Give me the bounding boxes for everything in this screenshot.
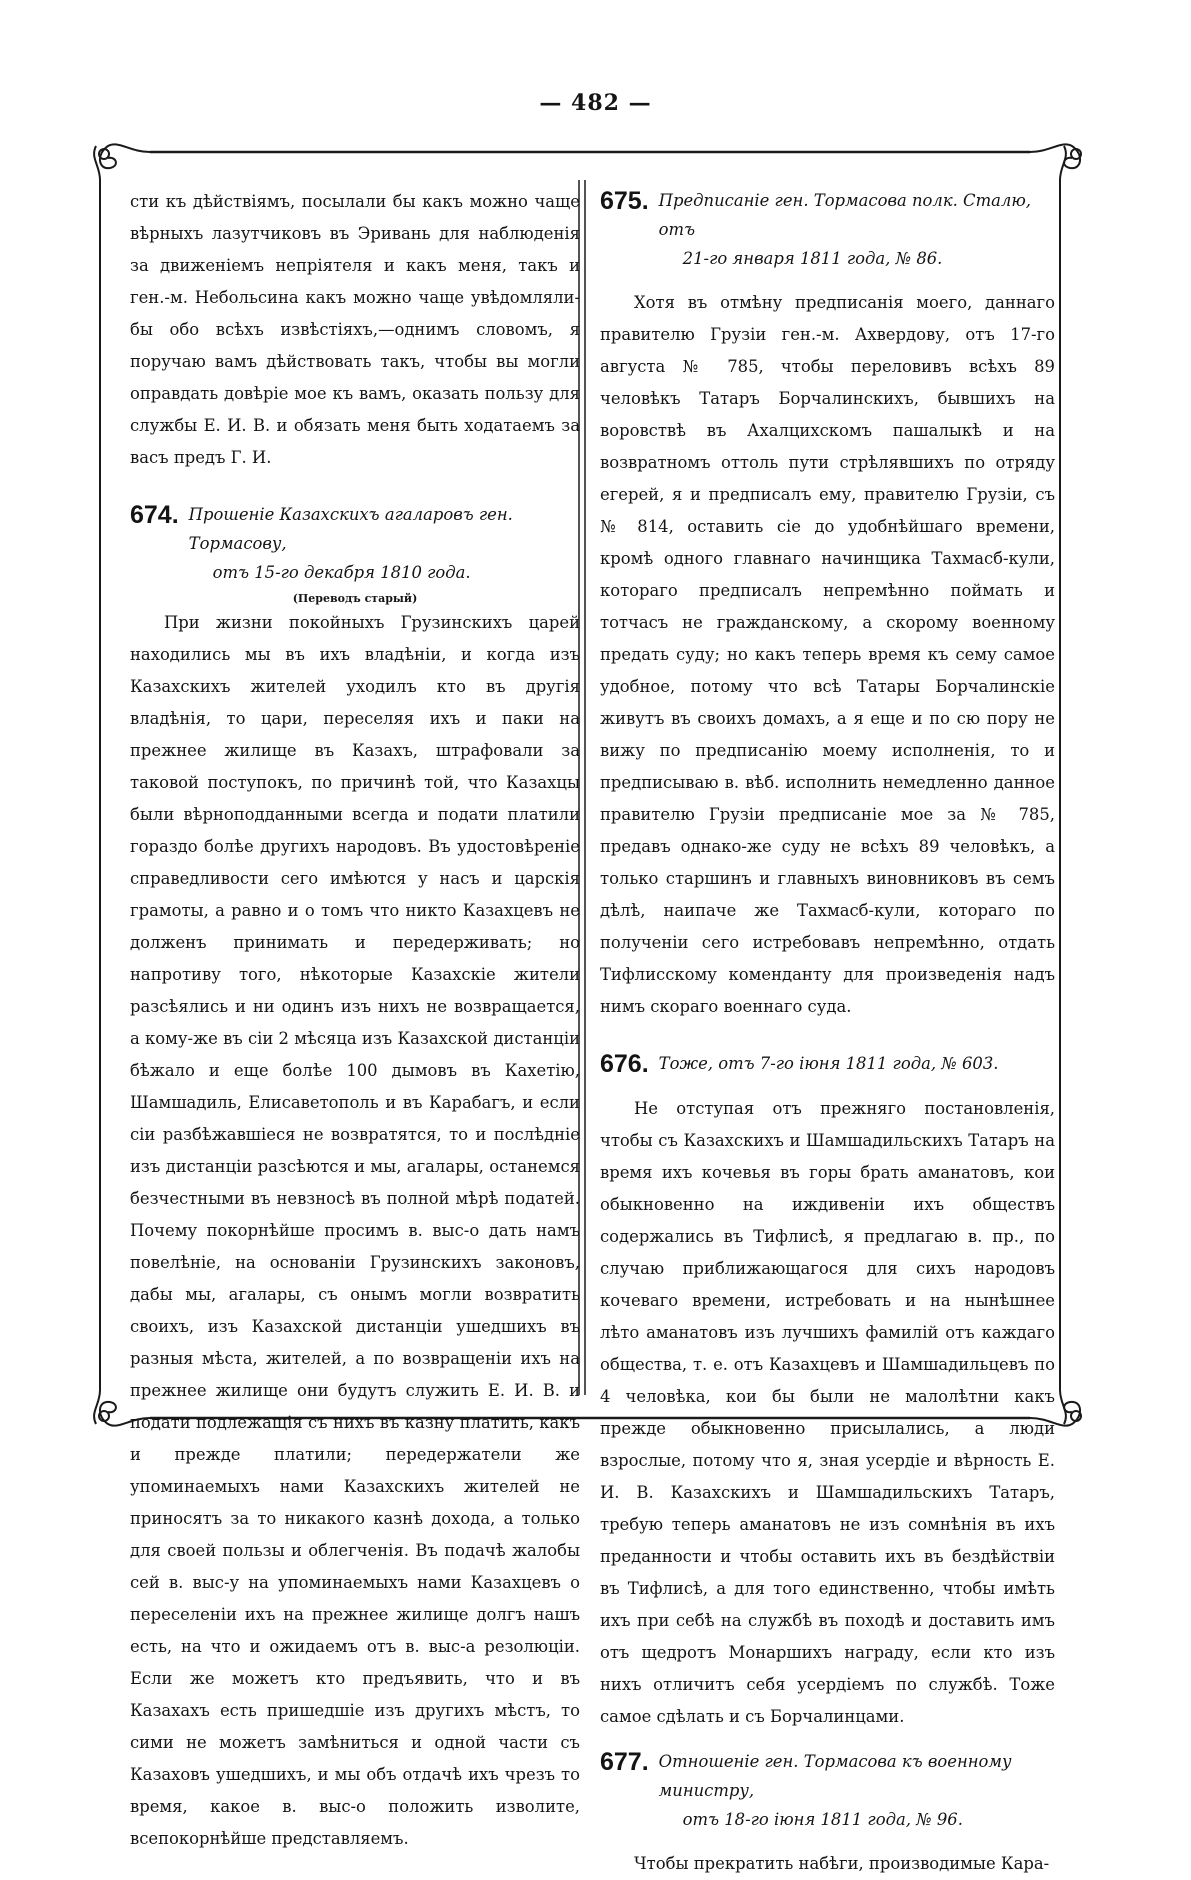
document-674-heading bbox=[130, 500, 580, 587]
document-title-line: отъ 15-го декабря 1810 года. bbox=[212, 563, 471, 582]
document-675-heading bbox=[600, 186, 1055, 273]
document-title: Тоже, отъ 7-го іюня 1811 года, № 603. bbox=[658, 1054, 999, 1073]
continuation-text: сти къ дѣйствіямъ, посылали бы какъ можно чаще вѣрныхъ лазутчиковъ въ Эривань для наблюденія за движеніемъ непріятеля и какъ меня, такъ и ген.-м. Небольсина какъ можно чаще увѣдомляли-бы обо всѣхъ извѣстіяхъ,—однимъ словомъ, я поручаю вамъ дѣйствовать такъ, чтобы вы могли оправдать довѣріе мое къ вамъ, оказать пользу для службы Е. И. В. и обязать меня быть ходатаемъ за васъ предъ Г. И. bbox=[130, 192, 580, 467]
document-body: Чтобы прекратить набѣги, производимые Кара- bbox=[634, 1854, 1050, 1873]
document-title-line: Прошеніе Казахскихъ агаларовъ ген. Тормасову, bbox=[188, 505, 513, 553]
document-title-line: отъ 18-го іюня 1811 года, № 96. bbox=[682, 1810, 963, 1829]
translation-note: (Переводъ старый) bbox=[292, 592, 418, 605]
document-title bbox=[659, 186, 1055, 273]
document-number: 675. bbox=[600, 187, 649, 215]
document-title-line: Отношеніе ген. Тормасова къ военному министру, bbox=[658, 1752, 1012, 1800]
document-title-line: Предписаніе ген. Тормасова полк. Сталю, отъ bbox=[658, 191, 1031, 239]
document-676-heading bbox=[600, 1049, 1055, 1079]
document-body: Хотя въ отмѣну предписанія моего, даннаго правителю Грузіи ген.-м. Ахвердову, отъ 17-го августа № 785, чтобы переловивъ всѣхъ 89 человѣкъ Татаръ Борчалинскихъ, бывшихъ на воровствѣ въ Ахалцихскомъ пашалыкѣ и на возвратномъ оттоль пути стрѣлявшихъ по отряду егерей, я и предписалъ ему, правителю Грузіи, съ № 814, оставить сіе до удобнѣйшаго времени, кромѣ одного главнаго начинщика Тахмасб-кули, котораго предписалъ непремѣнно поймать и тотчасъ не гражданскому, а скорому военному предать суду; но какъ теперь время къ сему самое удобное, потому что всѣ Татары Борчалинскіе живутъ въ своихъ домахъ, а я еще и по сю пору не вижу по предписанію моему исполненія, то и предписываю в. вѣб. исполнить немедленно данное правителю Грузіи предписаніе мое за № 785, предавъ однако-же суду не всѣхъ 89 человѣкъ, а только старшинъ и главныхъ виновниковъ въ семъ дѣлѣ, наипаче же Тахмасб-кули, котораго по полученіи сего истребовавъ непремѣнно, отдать Тифлисскому коменданту для произведенія надъ нимъ скораго военнаго суда. bbox=[600, 293, 1055, 1016]
document-677-heading bbox=[600, 1747, 1055, 1834]
document-body: Не отступая отъ прежняго постановленія, чтобы съ Казахскихъ и Шамшадильскихъ Татаръ на время ихъ кочевья въ горы брать аманатовъ, кои обыкновенно на иждивеніи ихъ обществъ содержались въ Тифлисѣ, я предлагаю в. пр., по случаю приближающагося для сихъ народовъ кочеваго времени, истребовать и на нынѣшнее лѣто аманатовъ изъ лучшихъ фамилій отъ каждаго общества, т. е. отъ Казахцевъ и Шамшадильцевъ по 4 человѣка, кои бы были не малолѣтни какъ прежде обыкновенно присылались, а люди взрослые, потому что я, зная усердіе и вѣрность Е. И. В. Казахскихъ и Шамшадильскихъ Татаръ, требую теперь аманатовъ не изъ сомнѣнія въ ихъ преданности и чтобы оставить ихъ въ бездѣйствіи въ Тифлисѣ, а для того единственно, чтобы имѣть ихъ при себѣ на службѣ въ походѣ и доставить имъ отъ щедротъ Монаршихъ награду, если кто изъ нихъ отличитъ себя усердіемъ по службѣ. Тоже самое сдѣлать и съ Борчалинцами. bbox=[600, 1099, 1055, 1726]
document-title bbox=[659, 1747, 1055, 1834]
document-number: 677. bbox=[600, 1748, 649, 1776]
right-column bbox=[600, 186, 1055, 1880]
document-title bbox=[189, 500, 580, 587]
document-body: При жизни покойныхъ Грузинскихъ царей находились мы въ ихъ владѣніи, и когда изъ Казахскихъ жителей уходилъ кто въ другія владѣнія, то цари, переселяя ихъ и паки на прежнее жилище въ Казахъ, штрафовали за таковой поступокъ, по причинѣ той, что Казахцы были вѣрноподданными всегда и подати платили гораздо болѣе другихъ народовъ. Въ удостовѣреніе справедливости сего имѣются у насъ и царскія грамоты, а равно и о томъ что никто Казахцевъ не долженъ принимать и передерживать; но напротиву того, нѣкоторые Казахскіе жители разсѣялись и ни одинъ изъ нихъ не возвращается, а кому-же въ сіи 2 мѣсяца изъ Казахской дистанціи бѣжало и еще болѣе 100 дымовъ въ Кахетію, Шамшадиль, Елисаветополь и въ Карабагъ, и если сіи разбѣжавшіеся не возвратятся, то и послѣдніе изъ дистанціи разсѣются и мы, агалары, останемся безчестными въ невзносѣ въ полной мѣрѣ податей. Почему покорнѣйше просимъ в. выс-о дать намъ повелѣніе, на основаніи Грузинскихъ законовъ, дабы мы, агалары, съ онымъ могли возвратить своихъ, изъ Казахской дистанціи ушедшихъ въ разныя мѣста, жителей, а по возвращеніи ихъ на прежнее жилище они будутъ служить Е. И. В. и подати подлежащія съ нихъ въ казну платить, какъ и прежде платили; передержатели же упоминаемыхъ нами Казахскихъ жителей не приносятъ за то никакого казнѣ дохода, а только для своей пользы и облегченія. Въ подачѣ жалобы сей в. выс-у на упоминаемыхъ нами Казахцевъ о переселеніи ихъ на прежнее жилище долгъ нашъ есть, на что и ожидаемъ отъ в. выс-а резолюціи. Если же можетъ кто предъявить, что и въ Казахахъ есть пришедшіе изъ другихъ мѣстъ, то сими не можетъ замѣниться и одной части съ Казаховъ ушедшихъ, и мы объ отдачѣ ихъ чрезъ то время, какое в. выс-о положить изволите, всепокорнѣйше представляемъ. bbox=[130, 613, 580, 1848]
page-number: — 482 — bbox=[539, 90, 652, 116]
document-title-line: 21-го января 1811 года, № 86. bbox=[682, 249, 943, 268]
document-number: 674. bbox=[130, 501, 179, 529]
left-column bbox=[130, 186, 580, 1855]
document-number: 676. bbox=[600, 1050, 649, 1078]
